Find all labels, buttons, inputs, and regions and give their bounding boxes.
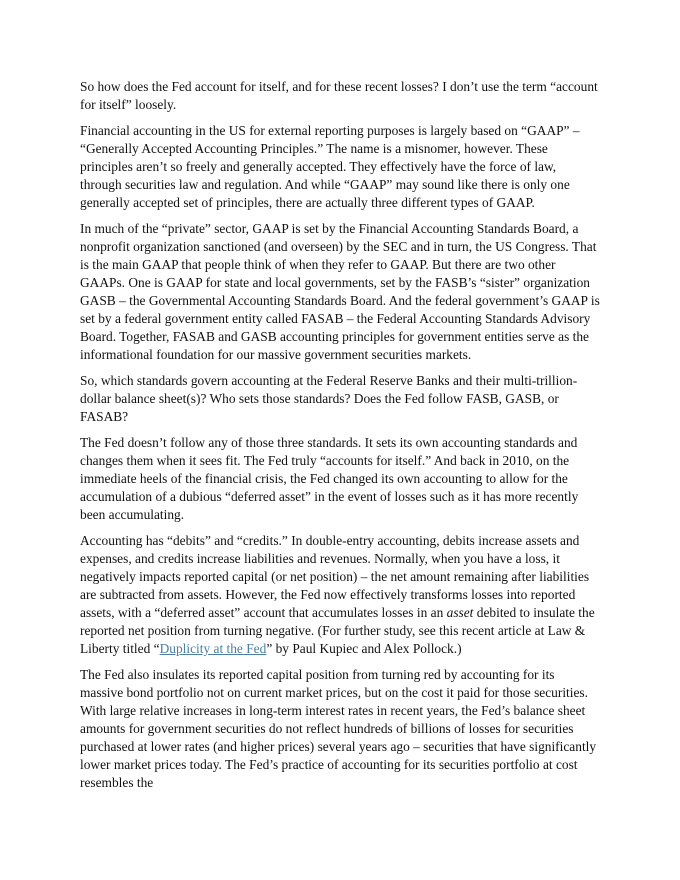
debits-credits-text-3: ” by Paul Kupiec and Alex Pollock.) [266, 641, 462, 656]
asset-emphasis: asset [446, 605, 474, 620]
paragraph-which-standards: So, which standards govern accounting at the Federal Reserve Banks and their multi-trillion-dollar balance sheet(s)? Who sets those standards? Does the Fed follow FASB, GASB, or FASAB? [80, 373, 578, 424]
debits-credits-text-1: Accounting has “debits” and “credits.” In double-entry accounting, debits increase assets and expenses, and credits increase liabilities and revenues. Normally, when you have a loss, it negatively impacts reported capital (or net position) – the net amount remaining after liabilities are subtracted from assets. However, the Fed now effectively transforms losses into reported assets, with a “deferred asset” account that accumulates losses in an [80, 533, 590, 620]
paragraph-fed-own-standards: The Fed doesn’t follow any of those three standards. It sets its own accounting standards and changes them when it sees fit. The Fed truly “accounts for itself.” And back in 2010, on the immediate heels of the financial crisis, the Fed changed its own accounting to allow for the accumulation of a dubious “deferred asset” in the event of losses such as it has more recently been accumulating. [80, 435, 579, 522]
paragraph-debits-credits [80, 532, 600, 658]
paragraph-bond-portfolio: The Fed also insulates its reported capital position from turning red by accounting for its massive bond portfolio not on current market prices, but on the cost it paid for those securities. With large relative increases in long-term interest rates in recent years, the Fed’s balance sheet amounts for government securities do not reflect hundreds of billions of losses for securities purchased at lower rates (and higher prices) several years ago – securities that have significantly lower market prices today. The Fed’s practice of accounting for its securities portfolio at cost resembles the [80, 667, 597, 790]
document-body [80, 78, 600, 792]
duplicity-at-the-fed-link[interactable]: Duplicity at the Fed [159, 641, 267, 656]
debits-credits-text-2: debited to insulate the reported net position from turning negative. (For further study, see this recent article at Law & Liberty titled “ [80, 605, 595, 656]
paragraph-three-gaaps: In much of the “private” sector, GAAP is set by the Financial Accounting Standards Board, a nonprofit organization sanctioned (and overseen) by the SEC and in turn, the US Congress. That is the main GAAP that people think of when they refer to GAAP. But there are two other GAAPs. One is GAAP for state and local governments, set by the FASB’s “sister” organization GASB – the Governmental Accounting Standards Board. And the federal government’s GAAP is set by a federal government entity called FASAB – the Federal Accounting Standards Advisory Board. Together, FASAB and GASB accounting principles for government entities serve as the informational foundation for our massive government securities markets. [80, 221, 600, 362]
paragraph-intro: So how does the Fed account for itself, and for these recent losses? I don’t use the term “account for itself” loosely. [80, 79, 598, 112]
paragraph-gaap-overview: Financial accounting in the US for external reporting purposes is largely based on “GAAP” – “Generally Accepted Accounting Principles.” The name is a misnomer, however. These principles aren’t so freely and generally accepted. They effectively have the force of law, through securities law and regulation. And while “GAAP” may sound like there is only one generally accepted set of principles, there are actually three different types of GAAP. [80, 123, 580, 210]
